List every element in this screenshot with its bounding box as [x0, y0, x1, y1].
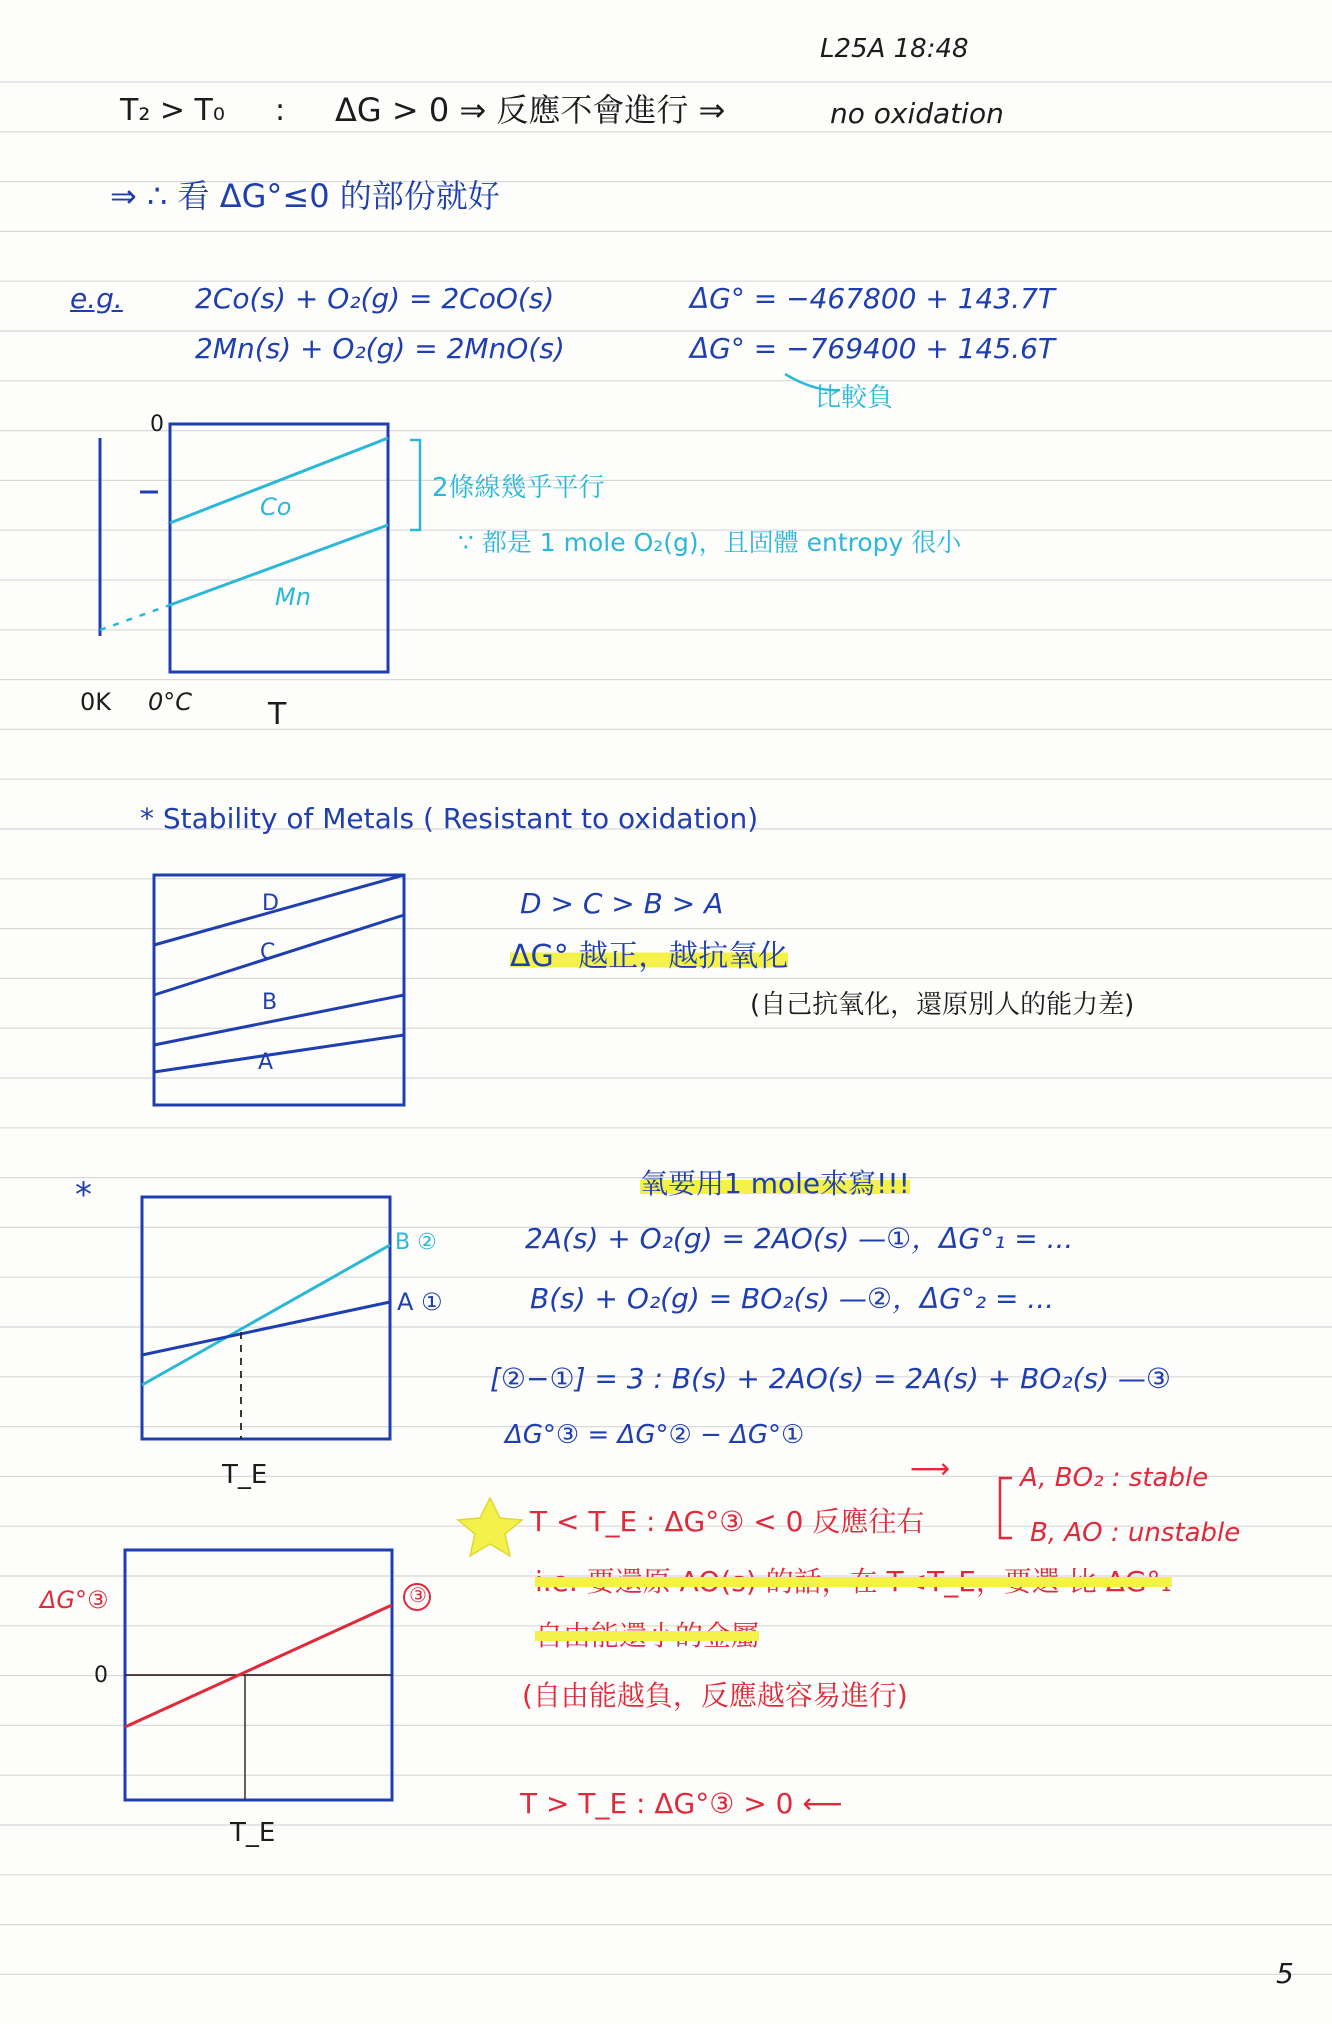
stable-species: A, BO₂ : stable — [1020, 1463, 1209, 1493]
parallel-note: 2條線幾乎平行 — [432, 473, 605, 503]
timestamp: L25A 18:48 — [820, 34, 969, 64]
reduce-ao-note: i.e. 要還原 AO(s) 的話，在 T<T_E，要選 比 ΔG°₁ — [535, 1565, 1172, 1598]
co-oxidation-equation: 2Co(s) + O₂(g) = 2CoO(s) — [195, 282, 555, 315]
circle-3-label: ③ — [409, 1583, 427, 1607]
label-c: C — [260, 940, 276, 965]
more-negative-easier-note: (自由能越負，反應越容易進行) — [522, 1679, 908, 1712]
more-negative-note: 比較負 — [815, 383, 894, 413]
rightward-arrow: ⟶ — [910, 1452, 951, 1485]
label-d: D — [262, 891, 279, 916]
lower-free-energy-metal-note: 自由能還小的金屬 — [535, 1619, 760, 1652]
fig4-zero-label: 0 — [94, 1663, 108, 1688]
zero-celsius-label: 0°C — [148, 688, 193, 716]
t2-gt-t0: T₂ > T₀ — [120, 93, 225, 128]
colon-sep: : — [275, 93, 286, 128]
stability-explanation: (自己抗氧化，還原別人的能力差) — [750, 990, 1135, 1020]
stability-order: D > C > B > A — [520, 887, 724, 920]
high-temp-condition: T > T_E : ΔG°③ > 0 ⟵ — [520, 1787, 843, 1820]
reaction-2: B(s) + O₂(g) = BO₂(s) —②，ΔG°₂ = ... — [530, 1282, 1055, 1315]
no-reaction-text: ΔG > 0 ⇒ 反應不會進行 ⇒ — [335, 91, 726, 129]
mn-oxidation-equation: 2Mn(s) + O₂(g) = 2MnO(s) — [195, 332, 565, 365]
stability-section-title: * Stability of Metals ( Resistant to oxidation) — [140, 802, 759, 835]
page-number: 5 — [1276, 1957, 1294, 1990]
mn-dg-expression: ΔG° = −769400 + 145.6T — [690, 332, 1055, 365]
dg3-y-label: ΔG°③ — [40, 1586, 109, 1614]
label-b: B — [262, 990, 278, 1015]
reaction-3: [②−①] = 3 : B(s) + 2AO(s) = 2A(s) + BO₂(s) —③ — [490, 1362, 1172, 1395]
label-a: A — [258, 1050, 274, 1075]
co-dg-expression: ΔG° = −467800 + 143.7T — [690, 282, 1055, 315]
only-negative-dg-note: ⇒ ∴ 看 ΔG°≤0 的部份就好 — [110, 177, 500, 215]
eg-label: e.g. — [70, 282, 123, 315]
mn-label: Mn — [275, 583, 311, 611]
reaction-3-dg: ΔG°③ = ΔG°② − ΔG°① — [505, 1420, 805, 1450]
a1-label: A ① — [397, 1288, 443, 1316]
one-mole-oxygen-note: 氧要用1 mole來寫!!! — [640, 1167, 910, 1200]
zero-kelvin-label: 0K — [80, 688, 112, 716]
fig3-star: * — [75, 1175, 92, 1215]
co-label: Co — [260, 493, 292, 521]
entropy-note: ∵ 都是 1 mole O₂(g)，且固體 entropy 很小 — [458, 528, 962, 557]
b2-label: B ② — [395, 1230, 437, 1255]
reaction-1: 2A(s) + O₂(g) = 2AO(s) —①，ΔG°₁ = ... — [525, 1222, 1074, 1255]
stability-rule: ΔG° 越正，越抗氧化 — [510, 939, 789, 974]
fig1-x-label: T — [268, 697, 287, 732]
line-3 — [125, 1605, 392, 1727]
fig3-te-label: T_E — [222, 1460, 268, 1490]
no-oxidation-text: no oxidation — [830, 97, 1004, 130]
fig4-te-label: T_E — [230, 1818, 276, 1848]
fig1-zero-label: 0 — [150, 412, 164, 437]
low-temp-condition: T < T_E : ΔG°③ < 0 反應往右 — [530, 1505, 925, 1538]
unstable-species: B, AO : unstable — [1030, 1518, 1241, 1548]
